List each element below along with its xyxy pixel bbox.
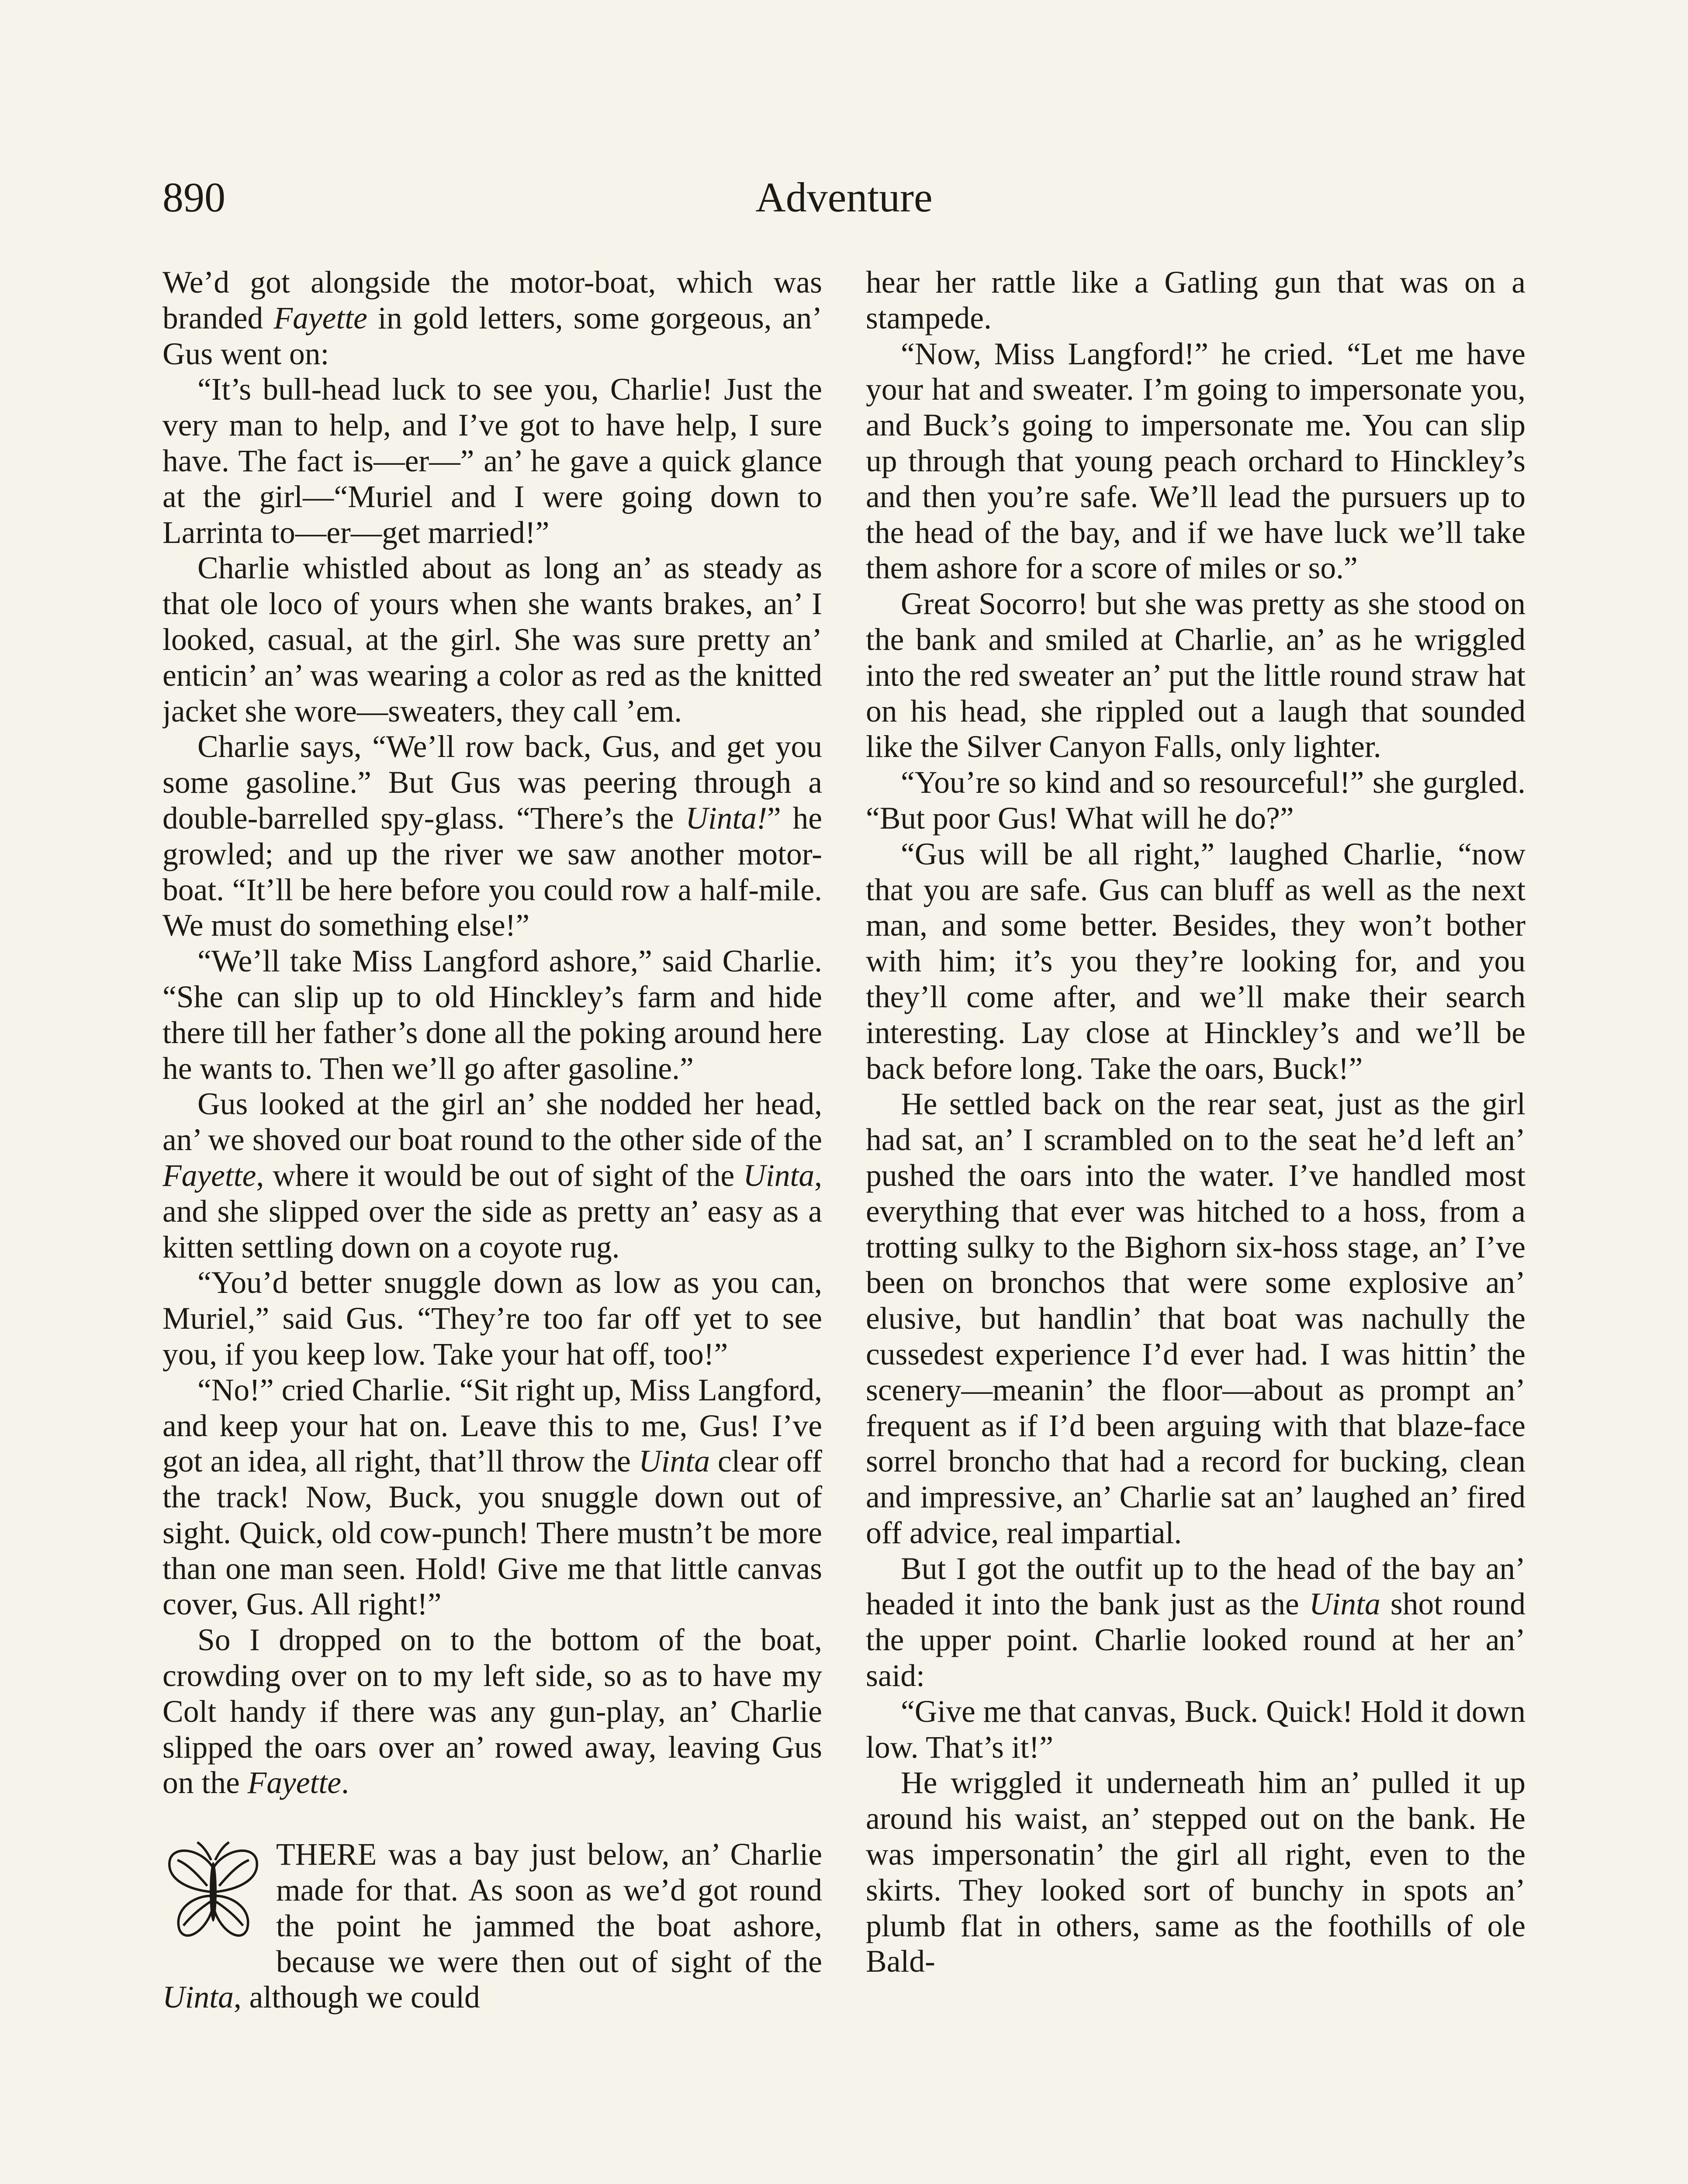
text-run: hear her rattle like a Gatling gun that was on a stampede.	[866, 265, 1525, 335]
body-paragraph	[163, 1622, 822, 1801]
text-run: , although we could	[233, 1980, 480, 2015]
text-run: , where it would be out of sight of the	[256, 1158, 744, 1193]
text-run: “Now, Miss Langford!” he cried. “Let me have your hat and sweater. I’m going to impersonate you, and Buck’s going to impersonate me. You can slip up through that young peach orchard to Hinckley’s and then you’re safe. We’ll lead the pursuers up to the head of the bay, and if we have luck we’ll take them ashore for a score of miles or so.”	[866, 336, 1525, 586]
page-header	[163, 162, 1525, 232]
text-run: “Give me that canvas, Buck. Quick! Hold it down low. That’s it!”	[866, 1694, 1525, 1765]
section-break	[163, 1801, 822, 1837]
text-run: shot round the upper point. Charlie looked round at her an’ said:	[866, 1587, 1525, 1693]
text-run: “We’ll take Miss Langford ashore,” said Charlie. “She can slip up to old Hinckley’s farm and hide there till her father’s done all the poking around here he wants to. Then we’ll go after gasoline.”	[163, 944, 822, 1086]
text-run: Charlie says, “We’ll row back, Gus, and get you some gasoline.” But Gus was peering through a double-barrelled spy-glass. “There’s the	[163, 729, 822, 836]
text-run: THERE was a bay just below, an’ Charlie made for that. As soon as we’d got round the point he jammed the boat ashore, because we were then out of sight of the	[276, 1837, 822, 1979]
body-paragraph	[866, 836, 1525, 1087]
italic-text: Fayette	[273, 301, 367, 335]
text-run: He wriggled it underneath him an’ pulled it up around his waist, an’ stepped out on the bank. He was impersonatin’ the girl all right, even to the skirts. They looked sort of bunchy in spots an’ plumb flat in others, same as the foothills of ole Bald-	[866, 1766, 1525, 1979]
page-number: 890	[163, 174, 225, 221]
body-paragraph	[866, 1551, 1525, 1694]
body-paragraph	[163, 729, 822, 943]
italic-text: Fayette	[163, 1158, 256, 1193]
body-paragraph	[163, 372, 822, 550]
text-run: “Gus will be all right,” laughed Charlie, “now that you are safe. Gus can bluff as well as the next man, and some better. Besides, they won’t bother with him; it’s you they’re looking for, and you they’ll come after, and we’ll make their search interesting. Lay close at Hinckley’s and we’ll be back before long. Take the oars, Buck!”	[866, 836, 1525, 1086]
text-run: “No!” cried Charlie. “Sit right up, Miss Langford, and keep your hat on. Leave this to me, Gus! I’ve got an idea, all right, that’ll throw the	[163, 1372, 822, 1479]
text-run: .	[341, 1766, 349, 1800]
text-run: So I dropped on to the bottom of the boat, crowding over on to my left side, so as to have my Colt handy if there was any gun-play, an’ Charlie slipped the oars over an’ rowed away, leaving Gus on the	[163, 1623, 822, 1800]
body-paragraph	[163, 943, 822, 1086]
text-run: Charlie whistled about as long an’ as steady as that ole loco of yours when she wants brakes, an’ I looked, casual, at the girl. She was sure pretty an’ enticin’ an’ was wearing a color as red as the knitted jacket she wore—sweaters, they call ’em.	[163, 551, 822, 729]
body-paragraph	[163, 1086, 822, 1265]
body-paragraph	[866, 1086, 1525, 1551]
body-paragraph	[163, 1372, 822, 1623]
text-run: “It’s bull-head luck to see you, Charlie! Just the very man to help, and I’ve got to have help, I sure have. The fact is—er—” an’ he gave a quick glance at the girl—“Muriel and I were going down to Larrinta to—er—get married!”	[163, 372, 822, 550]
italic-text: Fayette	[247, 1766, 341, 1800]
body-paragraph	[163, 550, 822, 729]
body-paragraph	[163, 1265, 822, 1372]
body-paragraph	[866, 265, 1525, 336]
text-run: But I got the outfit up to the head of the bay an’ headed it into the bank just as the	[866, 1551, 1525, 1622]
italic-text: Uinta	[743, 1158, 815, 1193]
text-run: ” he growled; and up the river we saw another motor-boat. “It’ll be here before you could row a half-mile. We must do something else!”	[163, 801, 822, 943]
body-paragraph	[866, 336, 1525, 587]
text-run: We’d got alongside the motor-boat, which was branded	[163, 265, 822, 335]
italic-text: Uinta!	[685, 801, 767, 836]
text-run: He settled back on the rear seat, just as the girl had sat, an’ I scrambled on to the seat he’d left an’ pushed the oars into the water. I’ve handled most everything that ever was hitched to a hoss, from a trotting sulky to the Bighorn six-hoss stage, an’ I’ve been on bronchos that were some explosive an’ elusive, but handlin’ that boat was nachully the cussedest experience I’d ever had. I was hittin’ the scenery—meanin’ the floor—about as prompt an’ frequent as if I’d been arguing with that blaze-face sorrel broncho that had a record for bucking, clean and impressive, an’ Charlie sat an’ laughed an’ fired off advice, real impartial.	[866, 1087, 1525, 1550]
text-run: in gold letters, some gorgeous, an’ Gus went on:	[163, 301, 822, 371]
body-paragraph	[866, 765, 1525, 836]
text-run: “You’re so kind and so resourceful!” she gurgled. “But poor Gus! What will he do?”	[866, 765, 1525, 836]
text-run: clear off the track! Now, Buck, you snuggle down out of sight. Quick, old cow-punch! There mustn’t be more than one man seen. Hold! Give me that little canvas cover, Gus. All right!”	[163, 1444, 822, 1622]
right-column	[866, 265, 1525, 2184]
running-title: Adventure	[755, 174, 933, 221]
body-paragraph	[866, 586, 1525, 765]
text-run: Great Socorro! but she was pretty as she stood on the bank and smiled at Charlie, an’ as he wriggled into the red sweater an’ put the little round straw hat on his head, she rippled out a laugh that sounded like the Silver Canyon Falls, only lighter.	[866, 587, 1525, 764]
body-paragraph	[163, 1837, 822, 2015]
italic-text: Uinta	[163, 1980, 234, 2015]
body-paragraph	[866, 1765, 1525, 1980]
text-run: “You’d better snuggle down as low as you can, Muriel,” said Gus. “They’re too far off yet to see you, if you keep low. Take your hat off, too!”	[163, 1265, 822, 1372]
left-column	[163, 265, 822, 2184]
body-paragraph	[866, 1694, 1525, 1766]
text-run: , and she slipped over the side as pretty an’ easy as a kitten settling down on a coyote rug.	[163, 1158, 822, 1265]
butterfly-icon	[163, 1840, 264, 1949]
body-paragraph	[163, 265, 822, 372]
italic-text: Uinta	[1309, 1587, 1380, 1622]
text-run: Gus looked at the girl an’ she nodded her head, an’ we shoved our boat round to the other side of the	[163, 1087, 822, 1158]
italic-text: Uinta	[638, 1444, 710, 1479]
